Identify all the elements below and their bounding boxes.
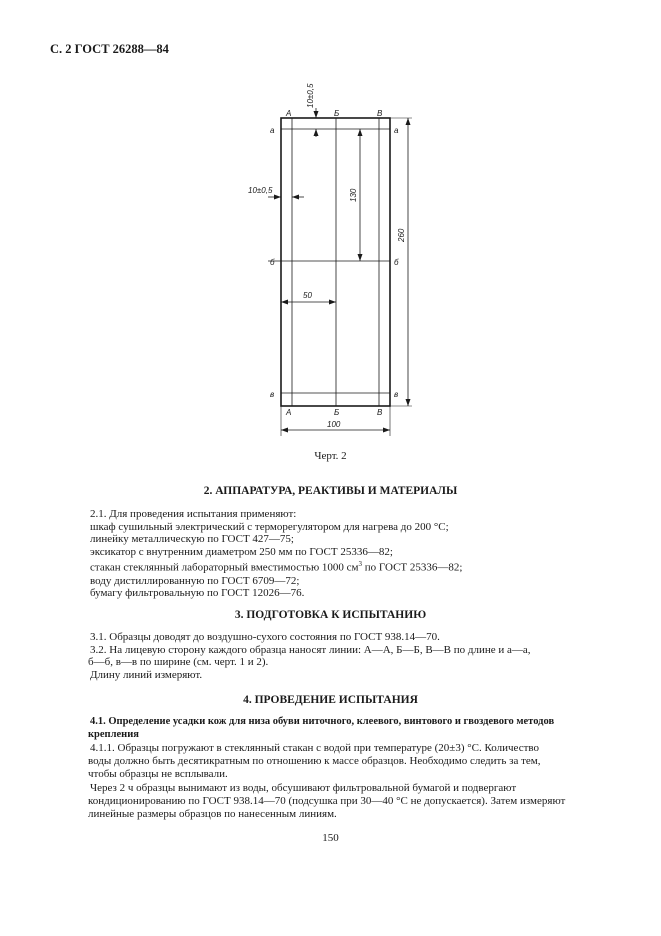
- section-3-para: Длину линий измеряют.: [90, 669, 203, 681]
- col-label-b-top: Б: [334, 109, 340, 118]
- dim-130-label: 130: [349, 188, 358, 202]
- superscript: 3: [358, 560, 363, 569]
- col-label-a-bottom: А: [286, 408, 292, 417]
- section-2-title: 2. АППАРАТУРА, РЕАКТИВЫ И МАТЕРИАЛЫ: [203, 485, 458, 497]
- page-header: С. 2 ГОСТ 26288—84: [50, 42, 169, 56]
- section-3-title: 3. ПОДГОТОВКА К ИСПЫТАНИЮ: [234, 609, 427, 621]
- section-4-subtitle: [90, 716, 600, 729]
- dim-left-label: 10±0,5: [248, 186, 273, 195]
- item-text: стакан стеклянный лабораторный вместимостью 1000 см: [90, 562, 359, 575]
- section-4-p2-cont: [88, 795, 600, 820]
- row-label-a-right: а: [394, 126, 399, 135]
- row-label-b-right: б: [394, 258, 399, 267]
- row-label-v-left: в: [270, 390, 275, 399]
- dim-260-label: 260: [397, 228, 406, 242]
- col-label-a-top: А: [286, 109, 292, 118]
- dim-100-label: 100: [327, 420, 341, 429]
- subtitle-line: крепления: [88, 729, 139, 740]
- section-4-para: кондиционированию по ГОСТ 938.14—70 (подсушка при 30—40 °С не допускается). Затем измеряют: [88, 795, 566, 807]
- section-4-para: чтобы образцы не всплывали.: [88, 767, 228, 780]
- section-4-p1: [90, 742, 600, 755]
- section-2-intro: 2.1. Для проведения испытания применяют:: [90, 508, 297, 520]
- col-label-b-bottom: Б: [334, 408, 340, 417]
- section-4-title: 4. ПРОВЕДЕНИЕ ИСПЫТАНИЯ: [243, 694, 418, 706]
- page-number: 150: [322, 832, 339, 844]
- row-label-b-left: б: [270, 258, 275, 267]
- section-3-para: 3.1. Образцы доводят до воздушно-сухого состояния по ГОСТ 938.14—70.: [90, 631, 440, 643]
- section-4-para: 4.1.1. Образцы погружают в стеклянный стакан с водой при температуре (20±3) °С. Количество: [90, 742, 539, 754]
- item-tail: по ГОСТ 25336—82;: [362, 562, 463, 575]
- section-3-tail: [90, 669, 600, 682]
- dim-50-label: 50: [303, 291, 312, 300]
- section-3-body: [90, 631, 600, 656]
- section-4-para: воды должно быть десятикратным по отношению к массе образцов. Необходимо следить за тем,: [88, 755, 541, 767]
- section-4-p1-cont: [88, 755, 600, 780]
- section-4-p2: [90, 782, 600, 795]
- col-label-v-top: В: [377, 109, 383, 118]
- col-label-v-bottom: В: [377, 408, 383, 417]
- section-4-subtitle-cont: [88, 729, 600, 742]
- section-3-para: 3.2. На лицевую сторону каждого образца наносят линии: А—А, Б—Б, В—В по длине и а—а,: [90, 643, 531, 656]
- section-3-continuation: [88, 656, 600, 669]
- section-2-item: бумагу фильтровальную по ГОСТ 12026—76.: [90, 587, 305, 600]
- section-4-para: Через 2 ч образцы вынимают из воды, обсушивают фильтровальной бумагой и подвергают: [90, 782, 517, 794]
- sample-outline: [281, 118, 390, 406]
- row-label-v-right: в: [394, 390, 399, 399]
- subtitle-line: 4.1. Определение усадки кож для низа обуви ниточного, клеевого, винтового и гвоздевого методов: [90, 716, 555, 727]
- section-3-para: б—б, в—в по ширине (см. черт. 1 и 2).: [88, 656, 269, 668]
- row-label-a-left: а: [270, 126, 275, 135]
- section-4-para: линейные размеры образцов по нанесенным линиям.: [88, 807, 337, 820]
- section-2-item: воду дистиллированную по ГОСТ 6709—72;: [90, 574, 300, 587]
- technical-drawing: [0, 0, 661, 460]
- section-2-item: [90, 558, 600, 574]
- section-2-item: шкаф сушильный электрический с терморегулятором для нагрева до 200 °С;: [90, 520, 449, 533]
- figure-caption: Черт. 2: [314, 450, 347, 462]
- section-2-item: линейку металлическую по ГОСТ 427—75;: [90, 533, 294, 546]
- section-2-body: [90, 508, 600, 600]
- dim-top-label: 10±0,5: [306, 83, 315, 108]
- section-2-item: эксикатор с внутренним диаметром 250 мм по ГОСТ 25336—82;: [90, 545, 393, 558]
